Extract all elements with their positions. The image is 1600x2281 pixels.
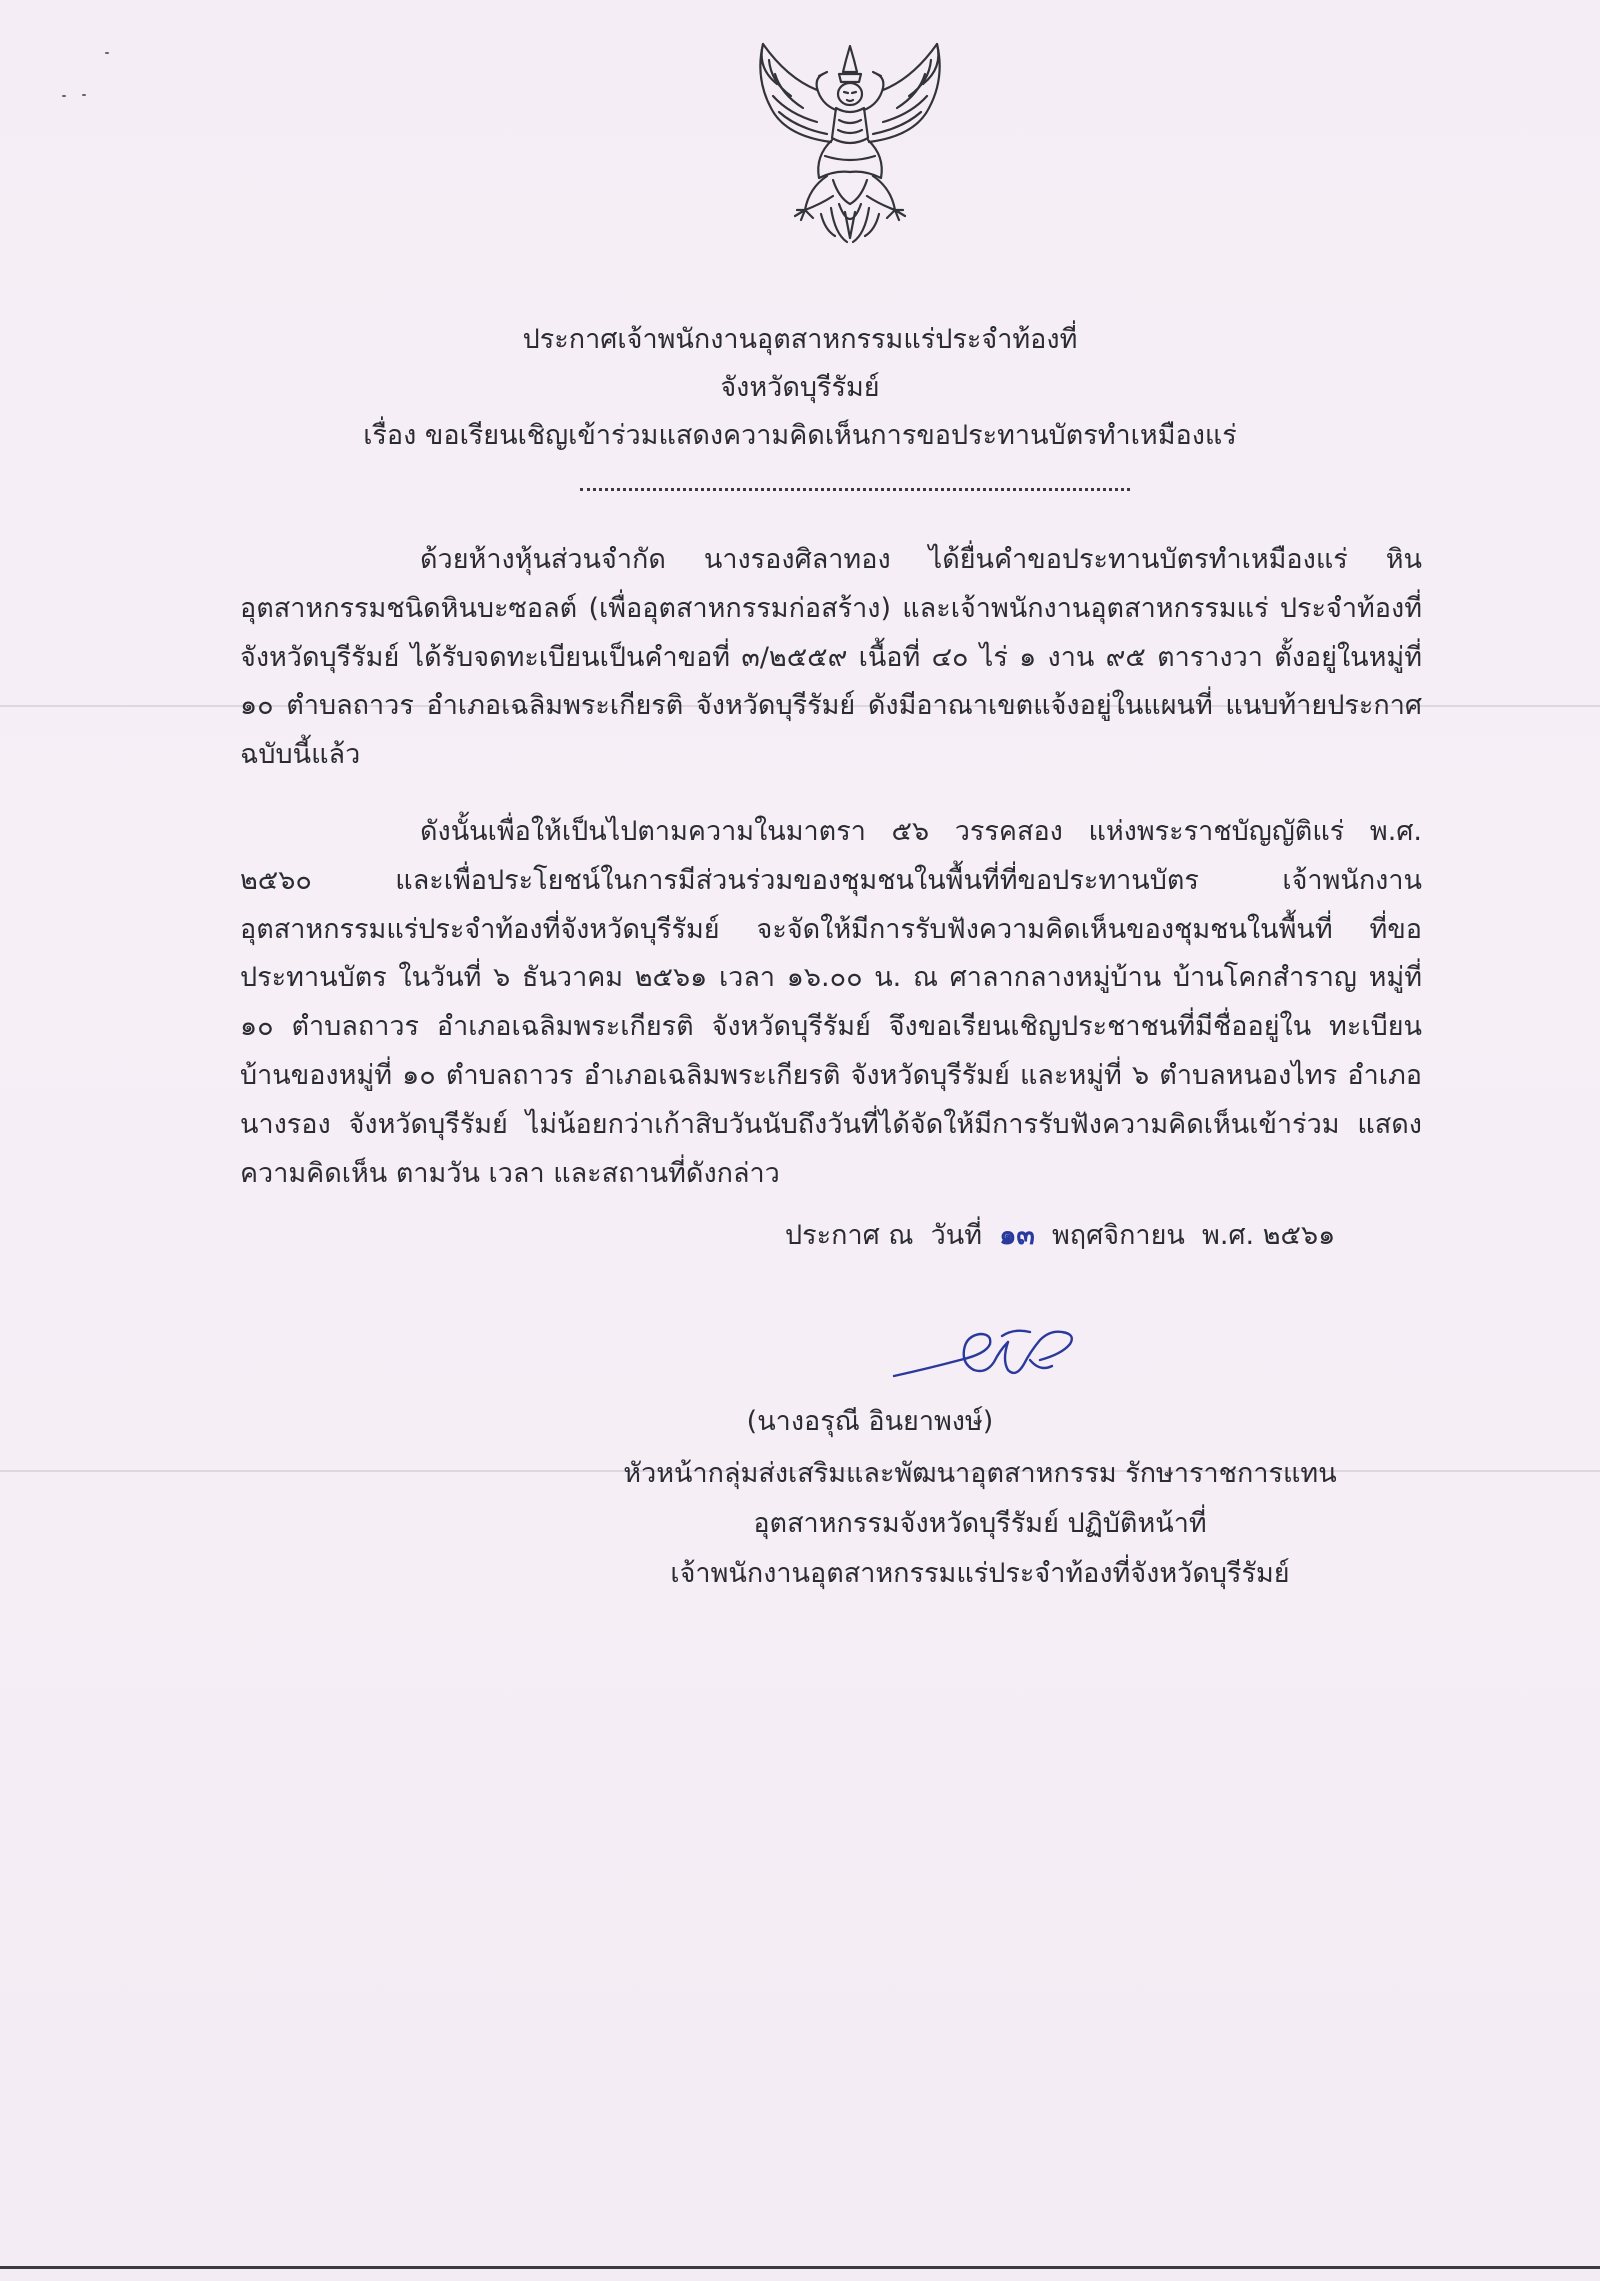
scan-edge: [0, 2266, 1600, 2269]
announcement-title: ประกาศเจ้าพนักงานอุตสาหกรรมแร่ประจำท้องที่: [522, 324, 1078, 355]
announcement-prefix: ประกาศ ณ วันที่: [785, 1220, 983, 1251]
scan-speck: [105, 52, 109, 54]
signatory-position-1: หัวหน้ากลุ่มส่งเสริมและพัฒนาอุตสาหกรรม รักษาราชการแทน: [623, 1458, 1337, 1489]
header-divider: [580, 484, 1130, 491]
subject-title: เรื่อง ขอเรียนเชิญเข้าร่วมแสดงความคิดเห็นการขอประทานบัตรทำเหมืองแร่: [363, 420, 1237, 451]
signatory-name: (นางอรุณี อินยาพงษ์): [746, 1406, 994, 1437]
garuda-emblem-icon: [735, 38, 965, 253]
announcement-day: ๑๓: [999, 1220, 1035, 1251]
province-title: จังหวัดบุรีรัมย์: [720, 372, 880, 403]
scan-speck: [62, 95, 66, 97]
handwritten-signature: [890, 1320, 1090, 1400]
signatory-position-3: เจ้าพนักงานอุตสาหกรรมแร่ประจำท้องที่จังหวัดบุรีรัมย์: [670, 1558, 1290, 1589]
body-paragraph-1: ด้วยห้างหุ้นส่วนจำกัด นางรองศิลาทอง ได้ยื่นคำขอประทานบัตรทำเหมืองแร่ หินอุตสาหกรรมชนิดหินบะซอลต์ (เพื่ออุตสาหกรรมก่อสร้าง) และเจ้าพนักงานอุตสาหกรรมแร่ ประจำท้องที่จังหวัดบุรีรัมย์ ได้รับจดทะเบียนเป็นคำขอที่ ๓/๒๕๕๙ เนื้อที่ ๔๐ ไร่ ๑ งาน ๙๕ ตารางวา ตั้งอยู่ในหมู่ที่ ๑๐ ตำบลถาวร อำเภอเฉลิมพระเกียรติ จังหวัดบุรีรัมย์ ดังมีอาณาเขตแจ้งอยู่ในแผนที่ แนบท้ายประกาศฉบับนี้แล้ว: [240, 544, 1422, 771]
signatory-position-2: อุตสาหกรรมจังหวัดบุรีรัมย์ ปฏิบัติหน้าที่: [753, 1508, 1207, 1539]
body-paragraph-2: ดังนั้นเพื่อให้เป็นไปตามความในมาตรา ๕๖ วรรคสอง แห่งพระราชบัญญัติแร่ พ.ศ. ๒๕๖๐ และเพื่อประโยชน์ในการมีส่วนร่วมของชุมชนในพื้นที่ที่ขอประทานบัตร เจ้าพนักงาน อุตสาหกรรมแร่ประจำท้องที่จังหวัดบุรีรัมย์ จะจัดให้มีการรับฟังความคิดเห็นของชุมชนในพื้นที่ ที่ขอประทานบัตร ในวันที่ ๖ ธันวาคม ๒๕๖๑ เวลา ๑๖.๐๐ น. ณ ศาลากลางหมู่บ้าน บ้านโคกสำราญ หมู่ที่ ๑๐ ตำบลถาวร อำเภอเฉลิมพระเกียรติ จังหวัดบุรีรัมย์ จึงขอเรียนเชิญประชาชนที่มีชื่ออยู่ใน ทะเบียนบ้านของหมู่ที่ ๑๐ ตำบลถาวร อำเภอเฉลิมพระเกียรติ จังหวัดบุรีรัมย์ และหมู่ที่ ๖ ตำบลหนองไทร อำเภอนางรอง จังหวัดบุรีรัมย์ ไม่น้อยกว่าเก้าสิบวันนับถึงวันที่ได้จัดให้มีการรับฟังความคิดเห็นเข้าร่วม แสดงความคิดเห็น ตามวัน เวลา และสถานที่ดังกล่าว: [240, 816, 1422, 1189]
scan-speck: [82, 94, 86, 96]
announcement-month-year: พฤศจิกายน พ.ศ. ๒๕๖๑: [1051, 1220, 1336, 1251]
announcement-date: [785, 1218, 1335, 1254]
